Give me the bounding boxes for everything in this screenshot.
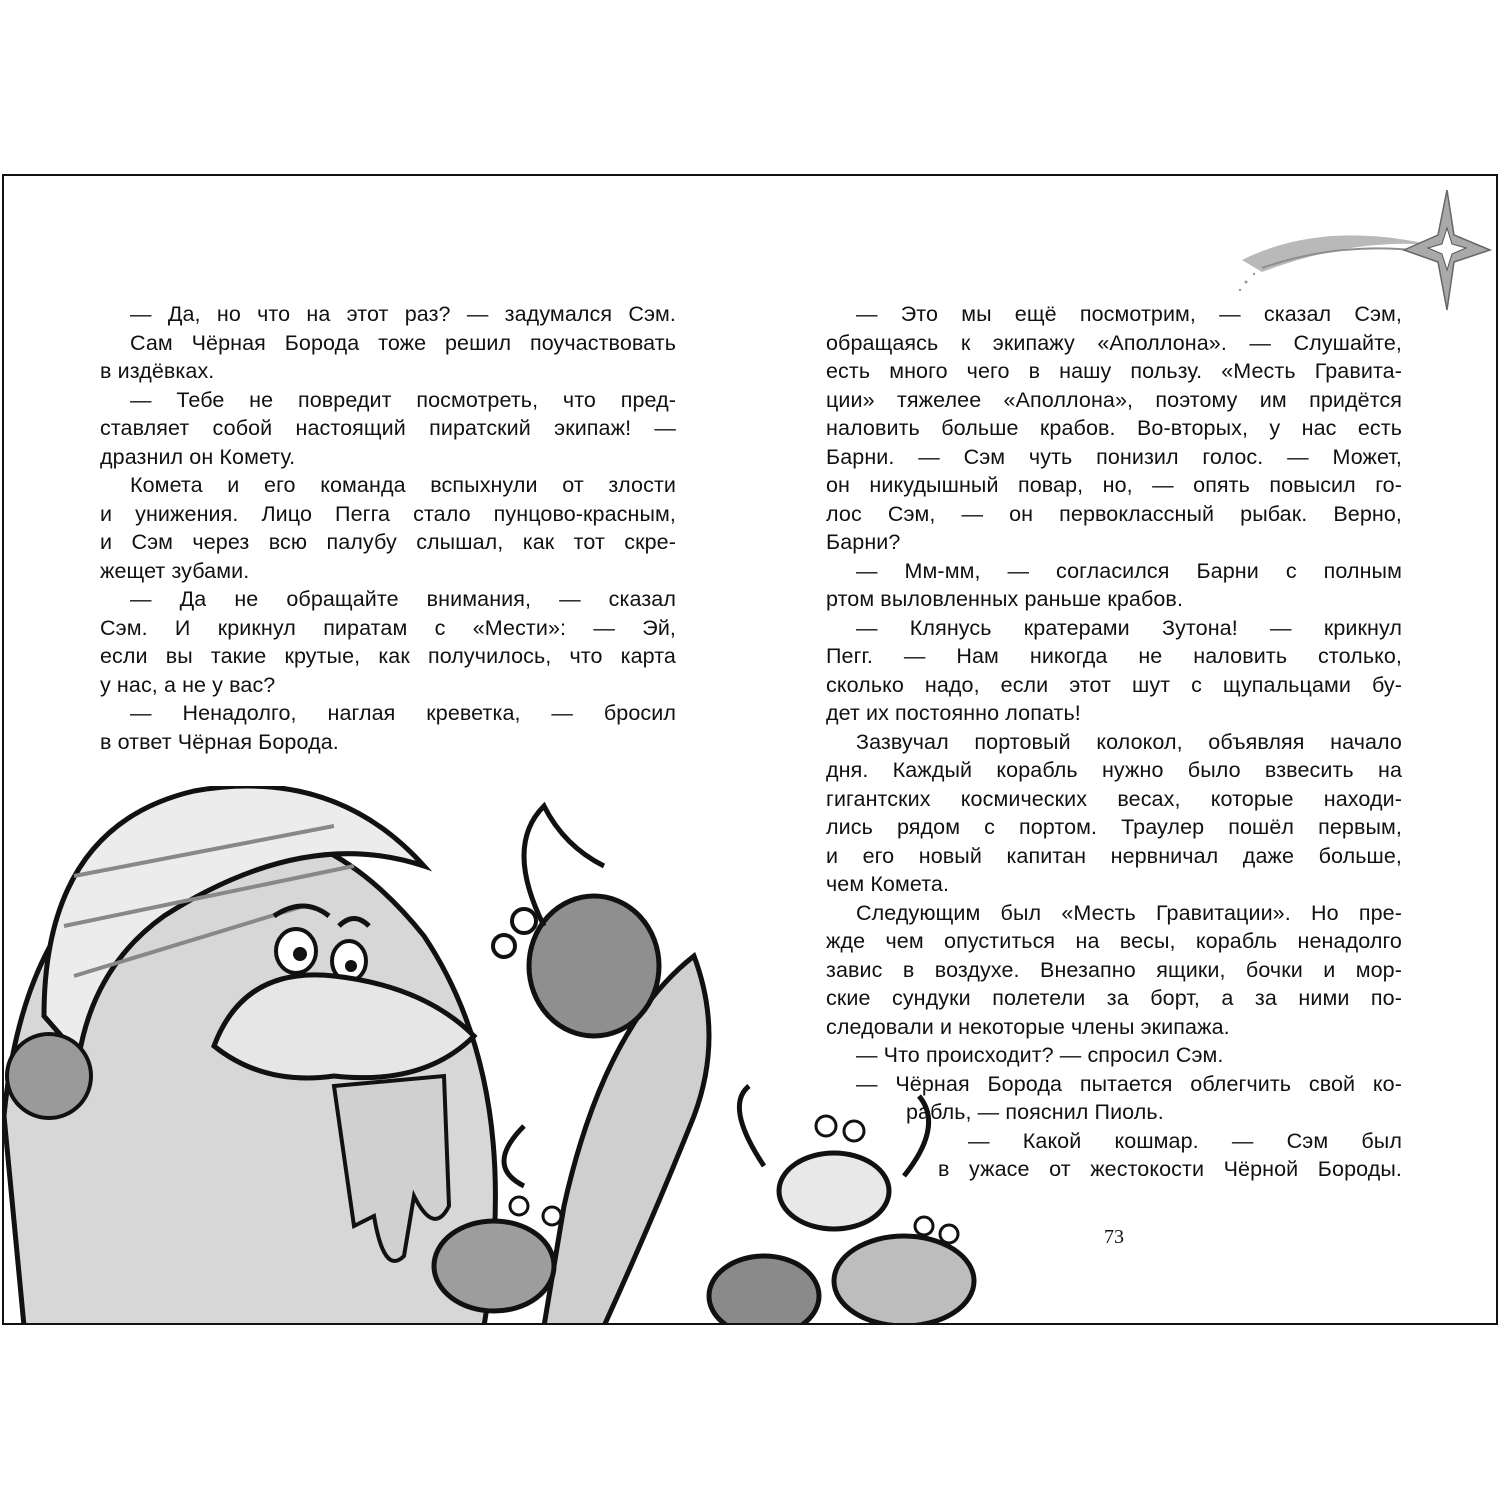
text-line: дня. Каждый корабль нужно было взвесить на [826, 758, 1402, 782]
text-line: в ответ Чёрная Борода. [100, 729, 339, 754]
book-spread [2, 174, 1498, 1325]
text-line: гигантских космических весах, которые находи- [826, 786, 1402, 811]
text-line: лись рядом с портом. Траулер пошёл первым, [826, 815, 1402, 839]
text-line: дразнил он Комету. [100, 444, 296, 469]
text-line: чем Комета. [826, 872, 950, 896]
text-line: жещет зубами. [100, 558, 250, 583]
text-line: Зазвучал портовый колокол, объявляя начало [856, 729, 1402, 754]
text-line: — Что происходит? — спросил Сэм. [856, 1043, 1224, 1067]
text-line: ции» тяжелее «Аполлона», поэтому им придётся [826, 387, 1402, 412]
text-line: — Это мы ещё посмотрим, — сказал Сэм, [856, 302, 1402, 326]
text-line: — Тебе не повредит посмотреть, что пред- [130, 387, 676, 412]
text-line: наловить больше крабов. Во-вторых, у нас есть [826, 416, 1402, 440]
text-line: Пегг. — Нам никогда не наловить столько, [826, 644, 1402, 668]
text-line: — Чёрная Борода пытается облегчить свой ко- [856, 1071, 1402, 1096]
text-line: — Какой кошмар. — Сэм был [968, 1128, 1402, 1153]
text-line: рабль, — пояснил Пиоль. [906, 1100, 1164, 1124]
walrus-pirate-with-crabs-illustration [4, 786, 1014, 1325]
text-line: Барни? [826, 530, 901, 554]
text-line: в ужасе от жестокости Чёрной Бороды. [938, 1157, 1402, 1181]
text-line: Комета и его команда вспыхнули от злости [130, 473, 676, 497]
text-line: он никудышный повар, но, — опять повысил го- [826, 473, 1402, 497]
text-line: ские сундуки полетели за борт, а за ними по- [826, 986, 1402, 1010]
text-line: ртом выловленных раньше крабов. [826, 587, 1184, 611]
text-line: и унижения. Лицо Пегга стало пунцово-красным, [100, 501, 676, 526]
text-line: в издёвках. [100, 359, 215, 383]
text-line: дет их постоянно лопать! [826, 701, 1081, 725]
text-line: Сэм. И крикнул пиратам с «Мести»: — Эй, [100, 615, 676, 640]
text-line: и его новый капитан нервничал даже больше, [826, 843, 1402, 868]
text-line: есть много чего в нашу пользу. «Месть Гравита- [826, 359, 1402, 383]
text-line: ставляет собой настоящий пиратский экипаж! — [100, 416, 676, 440]
text-line: сколько надо, если этот шут с щупальцами бу- [826, 672, 1402, 697]
text-line: следовали и некоторые члены экипажа. [826, 1014, 1230, 1039]
left-page-text [100, 300, 676, 756]
text-line: Барни. — Сэм чуть понизил голос. — Может, [826, 444, 1402, 469]
text-line: если вы такие крутые, как получилось, что карта [100, 644, 676, 668]
text-line: Сам Чёрная Борода тоже решил поучаствовать [130, 330, 676, 355]
page-number: 73 [1104, 1226, 1124, 1248]
text-line: у нас, а не у вас? [100, 672, 276, 697]
text-line: лос Сэм, — он первоклассный рыбак. Верно, [826, 501, 1402, 526]
text-line: — Мм-мм, — согласился Барни с полным [856, 558, 1402, 583]
text-line: завис в воздухе. Внезапно ящики, бочки и мор- [826, 957, 1402, 982]
text-line: жде чем опуститься на весы, корабль ненадолго [826, 929, 1402, 953]
text-line: обращаясь к экипажу «Аполлона». — Слушайте, [826, 330, 1402, 355]
text-line: — Ненадолго, наглая креветка, — бросил [130, 701, 676, 725]
text-line: — Да, но что на этот раз? — задумался Сэм. [130, 302, 676, 326]
text-line: Следующим был «Месть Гравитации». Но пре- [856, 900, 1402, 925]
text-line: и Сэм через всю палубу слышал, как тот скре- [100, 530, 676, 554]
text-line: — Да не обращайте внимания, — сказал [130, 587, 676, 611]
text-line: — Клянусь кратерами Зутона! — крикнул [856, 615, 1402, 640]
